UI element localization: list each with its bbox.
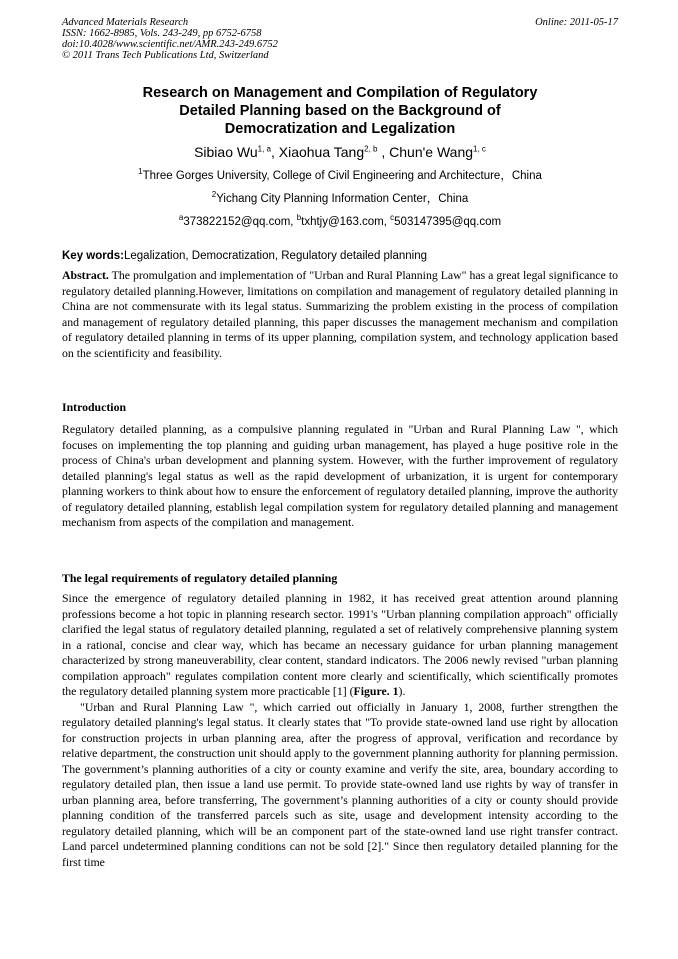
- journal-name: Advanced Materials Research: [62, 17, 189, 28]
- keywords-text: Legalization, Democratization, Regulatory detailed planning: [124, 250, 428, 262]
- author-superscript: 1, c: [473, 144, 486, 154]
- affiliation-text: Three Gorges University, College of Civil Engineering and Architecture，China: [142, 170, 542, 182]
- online-date: Online: 2011-05-17: [535, 17, 618, 28]
- email-superscript: c: [390, 213, 395, 223]
- author-list: Sibiao Wu$^{1, a}$, Xiaohua Tang$^{2, b}$ , Chun'e Wang$^{1, c}$: [194, 144, 486, 160]
- author-superscript: 1, a: [257, 144, 271, 154]
- author-superscript: 2, b: [364, 144, 378, 154]
- paragraph-1: [62, 591, 618, 700]
- affiliation-superscript: 2: [211, 190, 217, 200]
- author-emails: [62, 215, 618, 229]
- section-heading-text: Introduction: [62, 400, 127, 414]
- affiliation-2: [62, 192, 618, 206]
- abstract-text: The promulgation and implementation of "Urban and Rural Planning Law" has a great legal significance to regulatory detailed planning.However, limitations on compilation and management of regulatory detailed planning in China are not commensurate with its legal status. Summarizing the problem existing in the process of compilation and management of regulatory detailed planning, this paper discusses the management mechanism and compilation of regulatory detailed planning in terms of its upper planning, compilation system, and technology application based on the scientificity and feasibility.: [62, 268, 618, 360]
- email-superscript: a: [178, 213, 184, 223]
- keywords: [62, 249, 618, 263]
- email-address: 373822152@qq.com,: [183, 216, 297, 228]
- legal-requirements-section: [62, 591, 618, 870]
- keywords-label: Key words:: [62, 250, 124, 262]
- author-name: Chun'e Wang: [389, 144, 474, 160]
- email-address: txhtjy@163.com,: [301, 216, 391, 228]
- section-heading-introduction: [62, 400, 618, 416]
- section-heading-legal-requirements: [62, 571, 618, 587]
- paragraph-text-end: ).: [398, 684, 406, 698]
- email-superscript: b: [296, 213, 302, 223]
- figure-reference: Figure. 1: [353, 684, 399, 698]
- affiliation-1: [62, 169, 618, 183]
- author-name: Sibiao Wu: [194, 144, 258, 160]
- paragraph-text: Since the emergence of regulatory detailed planning in 1982, it has received great attention around planning professions become a hot topic in planning research sector. 1991's "Urban planning compilation approach" officially clarified the legal status of regulatory detailed planning, regulated a set of relatively comprehensive planning system in a rational, concise and clear way, which has became an necessary guidance for urban planning management characterized by strong maneuverability, clear content, standard indicators. The 2006 newly revised "urban planning compilation approach" regulates compilation content more clearly and scientifically, which scientifically promotes the regulatory detailed planning system more practicable [1] (: [62, 591, 618, 698]
- affiliation-text: Yichang City Planning Information Center，China: [216, 193, 469, 205]
- copyright-line: © 2011 Trans Tech Publications Ltd, Switzerland: [62, 50, 269, 61]
- abstract: [62, 268, 618, 361]
- author-name: Xiaohua Tang: [278, 144, 365, 160]
- paragraph-text: Regulatory detailed planning, as a compulsive planning regulated in "Urban and Rural Planning Law ", which focuses on implementing the top planning and guiding urban management, has played a huge positive role in the process of China's urban development and planning system. However, with the further improvement of regulatory detailed planning's legal status as well as the rapid development of urbanization, it is urgent for contemporary planning workers to think about how to ensure the enforcement of regulatory detailed planning, improve the authority of regulatory detailed planning, establish legal compilation system for regulatory detailed planning and management mechanism from aspects of the compilation and management.: [62, 422, 618, 529]
- affiliation-superscript: 1: [138, 167, 143, 177]
- paragraph-2: "Urban and Rural Planning Law ", which carried out officially in January 1, 2008, further strengthen the regulatory detailed planning's legal status. It clearly states that "To provide state-owned land use right by allocation for construction projects in urban planning area, after the progress of approval, verification and recordance by relative department, the construction unit should apply to the government planning authority for planning permission. The government’s planning authorities of a city or county examine and verify the site, area, boundary according to regulatory detailed plan, then issue a land use permit. To provide state-owned land use rights by way of transfer in urban planning area, before transferring, The government’s planning authorities of a city or county should provide planning condition of the transferred parcels such as site, usage and development intensity according to the regulatory detailed planning, which will be an component part of the state-owned land use right transfer contract. Land parcel undetermined planning conditions can not be sold [2]." Since then regulatory detailed planning for the first time: [62, 699, 618, 869]
- journal-header: [62, 17, 618, 61]
- title-line: Detailed Planning based on the Background of: [179, 103, 501, 119]
- title-line: Democratization and Legalization: [224, 121, 456, 137]
- issn-line: ISSN: 1662-8985, Vols. 243-249, pp 6752-6758: [62, 28, 262, 39]
- paper-title: [62, 84, 618, 138]
- title-line: Research on Management and Compilation of Regulatory: [142, 85, 538, 101]
- doi-line: doi:10.4028/www.scientific.net/AMR.243-249.6752: [62, 39, 278, 50]
- email-address: 503147395@qq.com: [394, 216, 502, 228]
- introduction-paragraph: [62, 422, 618, 531]
- section-heading-text: The legal requirements of regulatory detailed planning: [62, 571, 338, 585]
- abstract-label: Abstract.: [62, 268, 109, 282]
